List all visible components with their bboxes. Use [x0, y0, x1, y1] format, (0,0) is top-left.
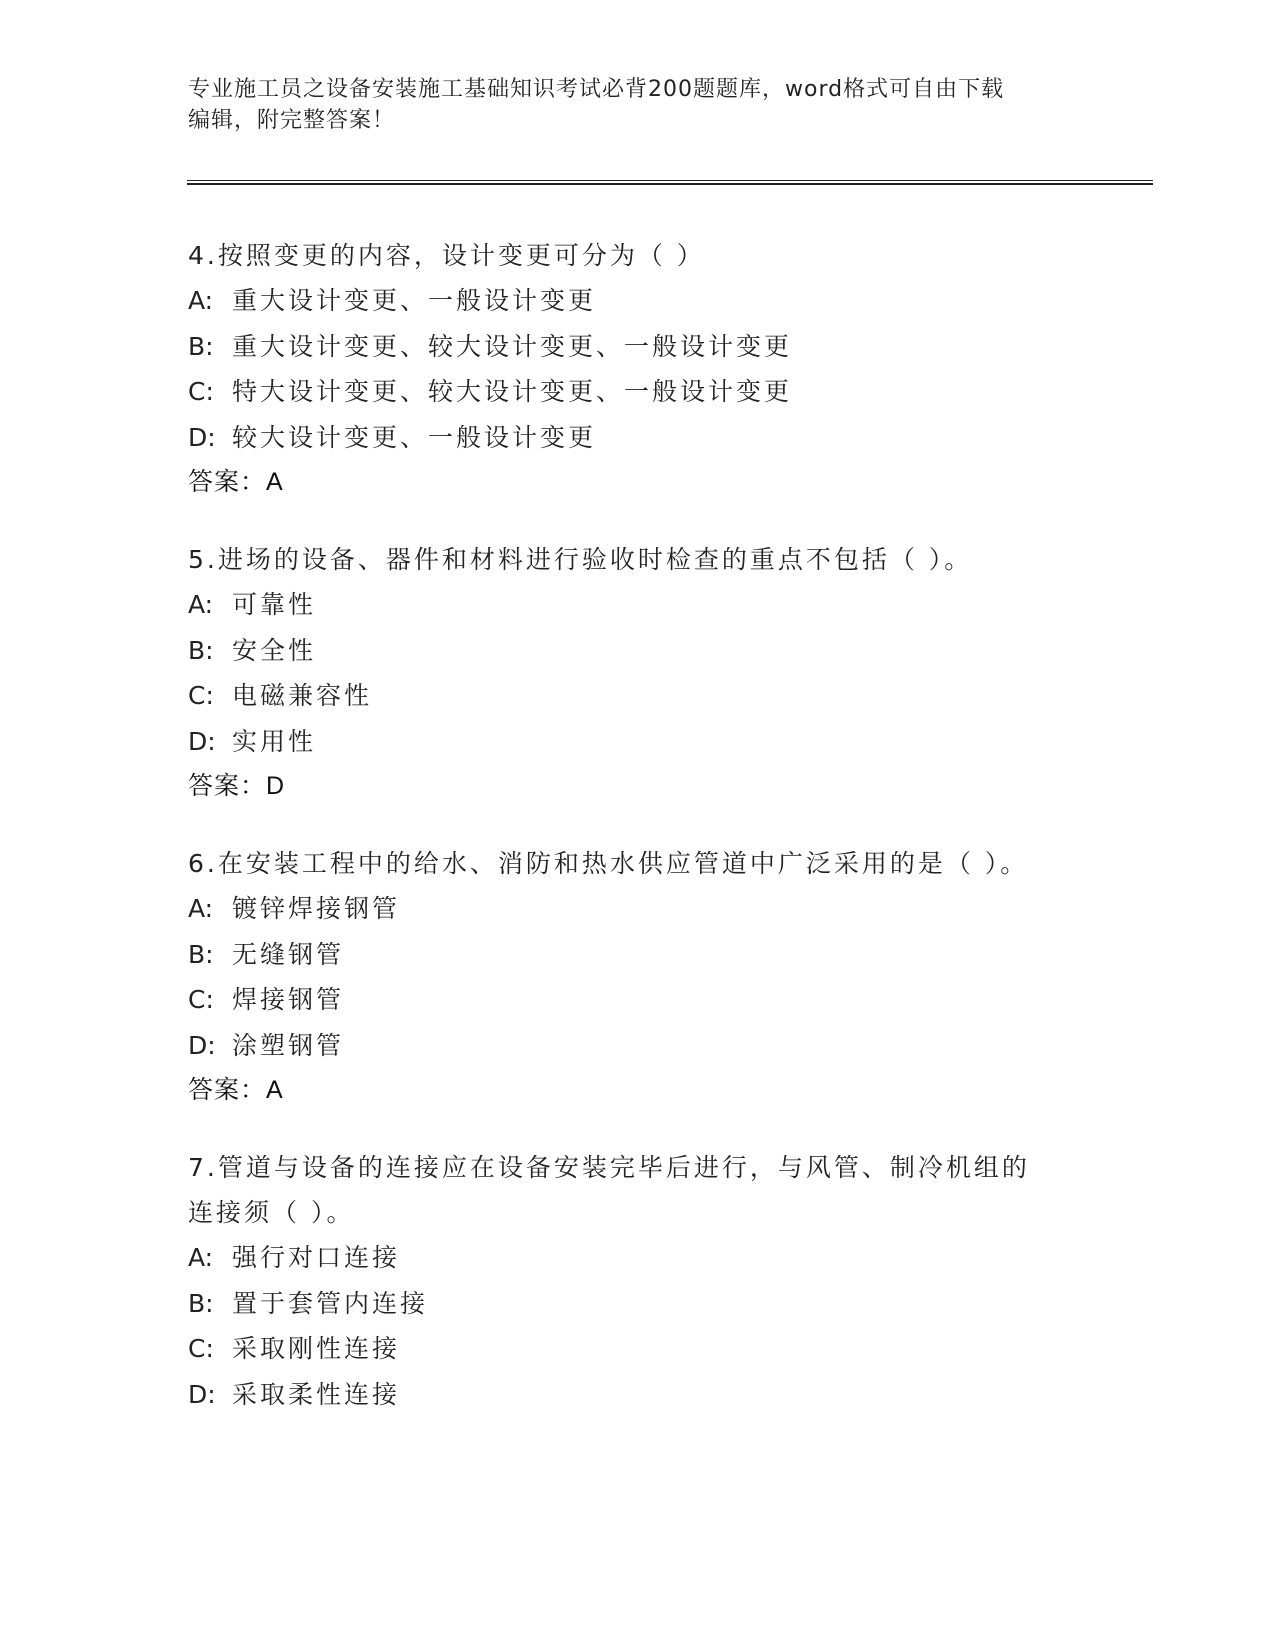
- question-stem: 4.按照变更的内容，设计变更可分为（ ）: [188, 241, 705, 270]
- option-c: [188, 1326, 1148, 1372]
- option-letter: B:: [188, 1288, 214, 1318]
- option-text: 置于套管内连接: [232, 1288, 429, 1318]
- option-letter: D:: [188, 1379, 216, 1409]
- option-text: 可靠性: [232, 590, 317, 619]
- option-letter: D:: [188, 1030, 216, 1060]
- option-c: [188, 977, 1148, 1023]
- option-text: 强行对口连接: [232, 1243, 401, 1272]
- question-4: [188, 233, 1148, 505]
- option-text: 采取刚性连接: [232, 1334, 401, 1363]
- option-letter: C:: [188, 1334, 214, 1363]
- option-text: 电磁兼容性: [232, 681, 373, 710]
- option-text: 特大设计变更、较大设计变更、一般设计变更: [232, 377, 793, 406]
- option-a: [188, 886, 1148, 932]
- option-letter: D:: [188, 726, 216, 756]
- option-letter: D:: [188, 422, 216, 452]
- option-d: [188, 719, 1148, 765]
- option-letter: A:: [188, 286, 214, 315]
- question-5: [188, 537, 1148, 809]
- option-text: 无缝钢管: [232, 939, 345, 969]
- question-6: [188, 841, 1148, 1113]
- option-letter: B:: [188, 331, 214, 361]
- option-d: [188, 415, 1148, 461]
- option-letter: B:: [188, 939, 214, 969]
- option-text: 安全性: [232, 635, 317, 665]
- option-b: [188, 628, 1148, 674]
- option-letter: A:: [188, 1243, 214, 1272]
- answer-label: 答案：A: [188, 468, 284, 496]
- option-letter: B:: [188, 635, 214, 665]
- option-a: [188, 278, 1148, 324]
- question-7: [188, 1145, 1148, 1417]
- option-b: [188, 932, 1148, 978]
- question-stem: 7.管道与设备的连接应在设备安装完毕后进行，与风管、制冷机组的连接须（ ）。: [188, 1153, 1030, 1227]
- option-letter: C:: [188, 985, 214, 1014]
- option-letter: A:: [188, 894, 214, 923]
- document-header: [188, 74, 1068, 136]
- option-text: 重大设计变更、一般设计变更: [232, 286, 597, 315]
- option-letter: A:: [188, 590, 214, 619]
- option-text: 焊接钢管: [232, 985, 345, 1014]
- option-text: 实用性: [232, 726, 317, 756]
- option-c: [188, 369, 1148, 415]
- header-divider-bottom: [187, 183, 1153, 185]
- option-text: 涂塑钢管: [232, 1030, 345, 1060]
- option-c: [188, 673, 1148, 719]
- header-title-line-1: 专业施工员之设备安装施工基础知识考试必背200题题库，word格式可自由下载: [188, 77, 1005, 102]
- option-text: 重大设计变更、较大设计变更、一般设计变更: [232, 331, 793, 361]
- question-list: [188, 233, 1148, 1449]
- option-b: [188, 1281, 1148, 1327]
- option-a: [188, 1235, 1148, 1281]
- option-text: 较大设计变更、一般设计变更: [232, 422, 597, 452]
- question-stem: 6.在安装工程中的给水、消防和热水供应管道中广泛采用的是（ ）。: [188, 849, 1029, 878]
- option-letter: C:: [188, 377, 214, 406]
- option-d: [188, 1023, 1148, 1069]
- question-stem: 5.进场的设备、器件和材料进行验收时检查的重点不包括（ ）。: [188, 545, 973, 574]
- option-d: [188, 1372, 1148, 1418]
- answer-label: 答案：A: [188, 1076, 284, 1104]
- option-a: [188, 582, 1148, 628]
- answer-label: 答案：D: [188, 772, 286, 800]
- option-letter: C:: [188, 681, 214, 710]
- option-b: [188, 324, 1148, 370]
- option-text: 镀锌焊接钢管: [232, 894, 401, 923]
- header-divider-top: [187, 180, 1153, 181]
- header-title-line-2: 编辑，附完整答案！: [188, 108, 396, 133]
- option-text: 采取柔性连接: [232, 1379, 401, 1409]
